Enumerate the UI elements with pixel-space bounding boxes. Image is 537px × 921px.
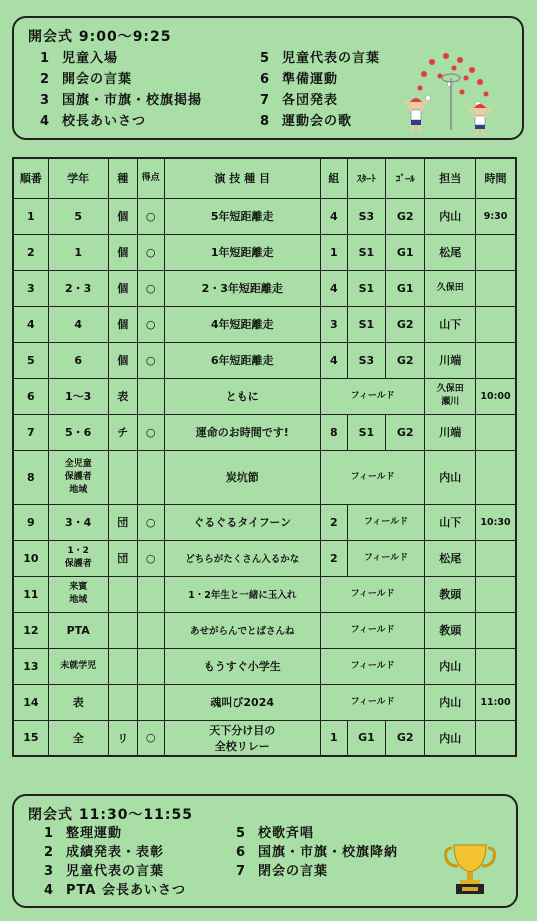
table-row: 11 来賓 地域 1・2年生と一緒に玉入れ フィールド 教頭 [13, 576, 516, 612]
closing-title: 閉会式 11:30〜11:55 [28, 807, 194, 823]
opening-title: 開会式 9:00〜9:25 [28, 29, 172, 45]
header-goal: ｺﾞｰﾙ [386, 158, 425, 198]
header-start: ｽﾀｰﾄ [347, 158, 385, 198]
opening-left-list [40, 48, 202, 132]
list-item: 6 国旗・市旗・校旗降納 [236, 845, 399, 860]
opening-right-list [260, 48, 380, 132]
table-row: 13 未就学児 もうすぐ小学生 フィールド 内山 [13, 648, 516, 684]
header-score: 得点 [137, 158, 164, 198]
header-event: 演 技 種 目 [164, 158, 320, 198]
list-item: 8 運動会の歌 [260, 114, 353, 129]
table-row: 12 PTA あせがらんでとばさんね フィールド 教頭 [13, 612, 516, 648]
list-item: 2 成績発表・表彰 [44, 845, 165, 860]
program-table [12, 157, 517, 757]
table-row: 7 5・6 チ ○ 運命のお時間です! 8 S1 G2 川端 [13, 414, 516, 450]
table-row: 6 1〜3 表 ともに フィールド 久保田 瀬川 10:00 [13, 378, 516, 414]
list-item: 3 国旗・市旗・校旗掲揚 [40, 93, 203, 108]
table-row: 5 6 個 ○ 6年短距離走 4 S3 G2 川端 [13, 342, 516, 378]
header-order: 順番 [13, 158, 48, 198]
table-row: 3 2・3 個 ○ 2・3年短距離走 4 S1 G1 久保田 [13, 270, 516, 306]
list-item: 4 校長あいさつ [40, 114, 147, 129]
table-row: 1 5 個 ○ 5年短距離走 4 S3 G2 内山 9:30 [13, 198, 516, 234]
list-item: 5 校歌斉唱 [236, 826, 315, 841]
list-item: 2 開会の言葉 [40, 72, 133, 87]
list-item: 5 児童代表の言葉 [260, 51, 381, 66]
list-item: 6 準備運動 [260, 72, 339, 87]
list-item: 3 児童代表の言葉 [44, 864, 165, 879]
trophy-icon [442, 842, 498, 896]
closing-right-list [236, 824, 398, 881]
list-item: 7 閉会の言葉 [236, 864, 329, 879]
table-header-row [13, 158, 516, 198]
table-row: 9 3・4 団 ○ ぐるぐるタイフーン 2 フィールド 山下 10:30 [13, 504, 516, 540]
table-row: 8 全児童 保護者 地域 炭坑節 フィールド 内山 [13, 450, 516, 504]
list-item: 1 児童入場 [40, 51, 119, 66]
table-row: 4 4 個 ○ 4年短距離走 3 S1 G2 山下 [13, 306, 516, 342]
table-row: 14 表 魂叫び2024 フィールド 内山 11:00 [13, 684, 516, 720]
closing-left-list [44, 824, 186, 900]
children-cheering-icon [402, 48, 500, 136]
table-row: 2 1 個 ○ 1年短距離走 1 S1 G1 松尾 [13, 234, 516, 270]
header-time: 時間 [476, 158, 516, 198]
table-row: 15 全 リ ○ 天下分け目の 全校リレー 1 G1 G2 内山 [13, 720, 516, 756]
header-group: 組 [320, 158, 347, 198]
header-grade: 学年 [48, 158, 108, 198]
list-item: 7 各団発表 [260, 93, 339, 108]
list-item: 4 PTA 会長あいさつ [44, 883, 186, 898]
header-type: 種 [108, 158, 137, 198]
list-item: 1 整理運動 [44, 826, 123, 841]
header-staff: 担当 [425, 158, 476, 198]
table-row: 10 1・2 保護者 団 ○ どちらがたくさん入るかな 2 フィールド 松尾 [13, 540, 516, 576]
